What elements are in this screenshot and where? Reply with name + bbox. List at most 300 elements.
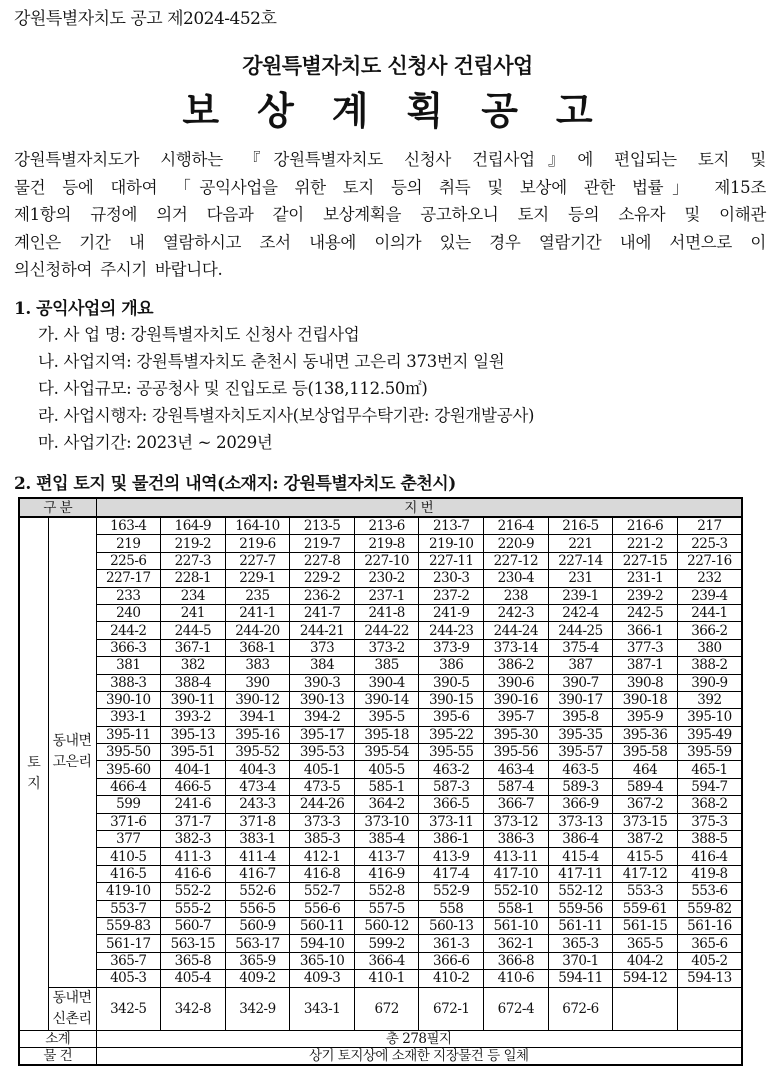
lot-number-cell: 366-7 bbox=[484, 796, 549, 813]
lot-number-cell: 553-3 bbox=[613, 883, 678, 900]
lot-number-cell: 242-4 bbox=[548, 604, 613, 621]
header-category: 구 분 bbox=[19, 498, 96, 517]
lot-number-cell: 342-5 bbox=[96, 987, 161, 1030]
project-overview-list bbox=[38, 321, 534, 456]
lot-number-cell: 411-4 bbox=[225, 848, 290, 865]
lot-number-cell: 238 bbox=[484, 587, 549, 604]
lot-number-cell: 390-16 bbox=[484, 691, 549, 708]
lot-number-cell: 237-1 bbox=[354, 587, 419, 604]
lot-number-cell: 375-4 bbox=[548, 639, 613, 656]
lot-number-cell: 463-2 bbox=[419, 761, 484, 778]
lot-number-cell: 395-59 bbox=[677, 744, 742, 761]
lot-number-cell: 395-51 bbox=[161, 744, 226, 761]
lot-number-cell: 395-57 bbox=[548, 744, 613, 761]
table-row bbox=[19, 674, 742, 691]
lot-number-cell: 377-3 bbox=[613, 639, 678, 656]
lot-number-cell: 390-3 bbox=[290, 674, 355, 691]
lot-number-cell: 385 bbox=[354, 657, 419, 674]
lot-number-cell: 386-2 bbox=[484, 657, 549, 674]
lot-number-cell: 371-8 bbox=[225, 813, 290, 830]
lot-number-cell: 390-8 bbox=[613, 674, 678, 691]
lot-number-cell: 417-11 bbox=[548, 865, 613, 882]
project-subtitle: 강원특별자치도 신청사 건립사업 bbox=[242, 54, 533, 78]
lot-number-cell: 239-1 bbox=[548, 587, 613, 604]
lot-number-cell: 560-11 bbox=[290, 917, 355, 934]
lot-number-cell: 373-15 bbox=[613, 813, 678, 830]
lot-number-cell: 365-5 bbox=[613, 935, 678, 952]
lot-number-cell: 395-60 bbox=[96, 761, 161, 778]
lot-number-cell: 241-1 bbox=[225, 604, 290, 621]
lot-number-cell: 235 bbox=[225, 587, 290, 604]
lot-number-cell: 227-3 bbox=[161, 552, 226, 569]
header-lot-number: 지 번 bbox=[96, 498, 742, 517]
lot-number-cell: 594-12 bbox=[613, 970, 678, 987]
table-row bbox=[19, 970, 742, 987]
lot-number-cell: 416-8 bbox=[290, 865, 355, 882]
lot-number-cell: 463-4 bbox=[484, 761, 549, 778]
table-row bbox=[19, 570, 742, 587]
lot-number-cell: 413-11 bbox=[484, 848, 549, 865]
lot-number-cell: 227-17 bbox=[96, 570, 161, 587]
table-row bbox=[19, 535, 742, 552]
lot-number-cell: 244-20 bbox=[225, 622, 290, 639]
lot-number-cell: 594-13 bbox=[677, 970, 742, 987]
table-row bbox=[19, 639, 742, 656]
intro-line: 제1항의 규정에 의거 다음과 같이 보상계획을 공고하오니 토지 등의 소유자 및 이해관 bbox=[14, 205, 766, 224]
lot-number-cell: 555-2 bbox=[161, 900, 226, 917]
lot-number-cell: 385-4 bbox=[354, 831, 419, 848]
lot-number-cell: 370-1 bbox=[548, 952, 613, 969]
table-row bbox=[19, 657, 742, 674]
lot-number-cell: 464 bbox=[613, 761, 678, 778]
lot-number-cell: 390-5 bbox=[419, 674, 484, 691]
lot-number-cell: 417-12 bbox=[613, 865, 678, 882]
lot-number-cell: 365-7 bbox=[96, 952, 161, 969]
lot-number-cell: 380 bbox=[677, 639, 742, 656]
lot-number-cell: 419-8 bbox=[677, 865, 742, 882]
overview-item-name: 가. 사 업 명: 강원특별자치도 신청사 건립사업 bbox=[38, 325, 360, 344]
lot-number-cell: 473-5 bbox=[290, 778, 355, 795]
lot-number-cell: 373-3 bbox=[290, 813, 355, 830]
lot-number-cell: 213-7 bbox=[419, 517, 484, 535]
lot-number-cell: 367-1 bbox=[161, 639, 226, 656]
lot-number-cell: 395-52 bbox=[225, 744, 290, 761]
lot-number-cell: 365-10 bbox=[290, 952, 355, 969]
land-lot-table bbox=[18, 497, 743, 1066]
lot-number-cell: 227-7 bbox=[225, 552, 290, 569]
lot-number-cell: 366-5 bbox=[419, 796, 484, 813]
overview-item-scale: 다. 사업규모: 공공청사 및 진입도로 등(138,112.50㎡) bbox=[38, 379, 428, 398]
village-label: 동내면 신촌리 bbox=[48, 987, 96, 1030]
lot-number-cell: 219-7 bbox=[290, 535, 355, 552]
lot-number-cell: 384 bbox=[290, 657, 355, 674]
lot-number-cell: 227-11 bbox=[419, 552, 484, 569]
lot-number-cell: 395-6 bbox=[419, 709, 484, 726]
lot-number-cell: 231 bbox=[548, 570, 613, 587]
lot-number-cell: 244-21 bbox=[290, 622, 355, 639]
lot-number-cell: 410-1 bbox=[354, 970, 419, 987]
lot-number-cell: 367-2 bbox=[613, 796, 678, 813]
lot-number-cell: 556-6 bbox=[290, 900, 355, 917]
lot-number-cell: 416-4 bbox=[677, 848, 742, 865]
lot-number-cell: 672-6 bbox=[548, 987, 613, 1030]
lot-number-cell: 219 bbox=[96, 535, 161, 552]
lot-number-cell: 410-5 bbox=[96, 848, 161, 865]
lot-number-cell: 415-5 bbox=[613, 848, 678, 865]
lot-number-cell: 589-4 bbox=[613, 778, 678, 795]
lot-number-cell: 386-4 bbox=[548, 831, 613, 848]
table-row bbox=[19, 517, 742, 535]
overview-item-operator: 라. 사업시행자: 강원특별자치도지사(보상업무수탁기관: 강원개발공사) bbox=[38, 406, 535, 425]
lot-number-cell: 342-9 bbox=[225, 987, 290, 1030]
lot-number-cell: 362-1 bbox=[484, 935, 549, 952]
lot-number-cell: 587-4 bbox=[484, 778, 549, 795]
goods-row bbox=[19, 1047, 742, 1065]
lot-number-cell: 233 bbox=[96, 587, 161, 604]
lot-number-cell: 552-6 bbox=[225, 883, 290, 900]
lot-number-cell: 556-5 bbox=[225, 900, 290, 917]
table-row bbox=[19, 552, 742, 569]
lot-number-cell: 672 bbox=[354, 987, 419, 1030]
lot-number-cell: 371-6 bbox=[96, 813, 161, 830]
lot-number-cell: 368-1 bbox=[225, 639, 290, 656]
lot-number-cell: 599 bbox=[96, 796, 161, 813]
table-row bbox=[19, 604, 742, 621]
lot-number-cell: 553-7 bbox=[96, 900, 161, 917]
lot-number-cell: 388-5 bbox=[677, 831, 742, 848]
lot-number-cell: 366-2 bbox=[677, 622, 742, 639]
lot-number-cell: 416-6 bbox=[161, 865, 226, 882]
lot-number-cell: 364-2 bbox=[354, 796, 419, 813]
subtotal-label: 소계 bbox=[19, 1030, 96, 1047]
lot-number-cell: 552-2 bbox=[161, 883, 226, 900]
lot-number-cell: 227-14 bbox=[548, 552, 613, 569]
section-1-heading: 1. 공익사업의 개요 bbox=[14, 299, 154, 319]
lot-number-cell: 594-10 bbox=[290, 935, 355, 952]
lot-number-cell: 373-14 bbox=[484, 639, 549, 656]
table-row bbox=[19, 935, 742, 952]
lot-number-cell: 365-3 bbox=[548, 935, 613, 952]
lot-number-cell: 244-24 bbox=[484, 622, 549, 639]
lot-number-cell: 365-9 bbox=[225, 952, 290, 969]
lot-number-cell: 405-1 bbox=[290, 761, 355, 778]
lot-number-cell: 395-7 bbox=[484, 709, 549, 726]
lot-number-cell: 589-3 bbox=[548, 778, 613, 795]
lot-number-cell: 244-26 bbox=[290, 796, 355, 813]
lot-number-cell: 404-1 bbox=[161, 761, 226, 778]
lot-number-cell: 417-4 bbox=[419, 865, 484, 882]
lot-number-cell: 229-1 bbox=[225, 570, 290, 587]
lot-number-cell: 229-2 bbox=[290, 570, 355, 587]
lot-number-cell: 419-10 bbox=[96, 883, 161, 900]
lot-number-cell: 394-1 bbox=[225, 709, 290, 726]
table-row bbox=[19, 726, 742, 743]
lot-number-cell: 225-3 bbox=[677, 535, 742, 552]
lot-number-cell: 216-5 bbox=[548, 517, 613, 535]
lot-number-cell: 213-6 bbox=[354, 517, 419, 535]
lot-number-cell: 560-7 bbox=[161, 917, 226, 934]
table-row bbox=[19, 848, 742, 865]
lot-number-cell: 394-2 bbox=[290, 709, 355, 726]
notice-number: 강원특별자치도 공고 제2024-452호 bbox=[14, 9, 277, 29]
lot-number-cell: 395-55 bbox=[419, 744, 484, 761]
lot-number-cell: 366-9 bbox=[548, 796, 613, 813]
lot-number-cell: 373 bbox=[290, 639, 355, 656]
lot-number-cell: 244-23 bbox=[419, 622, 484, 639]
lot-number-cell: 230-4 bbox=[484, 570, 549, 587]
lot-number-cell: 387-1 bbox=[613, 657, 678, 674]
lot-number-cell: 405-4 bbox=[161, 970, 226, 987]
lot-number-cell: 373-13 bbox=[548, 813, 613, 830]
lot-number-cell: 227-8 bbox=[290, 552, 355, 569]
table-row bbox=[19, 831, 742, 848]
lot-number-cell: 587-3 bbox=[419, 778, 484, 795]
lot-number-cell: 382 bbox=[161, 657, 226, 674]
table-row bbox=[19, 709, 742, 726]
table-row bbox=[19, 796, 742, 813]
lot-number-cell: 395-58 bbox=[613, 744, 678, 761]
lot-number-cell: 241-7 bbox=[290, 604, 355, 621]
intro-paragraph bbox=[14, 146, 766, 284]
lot-number-cell: 390-15 bbox=[419, 691, 484, 708]
lot-number-cell: 244-25 bbox=[548, 622, 613, 639]
lot-number-cell: 395-36 bbox=[613, 726, 678, 743]
lot-number-cell: 216-4 bbox=[484, 517, 549, 535]
lot-number-cell: 390-14 bbox=[354, 691, 419, 708]
lot-number-cell: 217 bbox=[677, 517, 742, 535]
lot-number-cell: 244-1 bbox=[677, 604, 742, 621]
lot-number-cell: 405-5 bbox=[354, 761, 419, 778]
lot-number-cell: 244-5 bbox=[161, 622, 226, 639]
lot-number-cell: 390-17 bbox=[548, 691, 613, 708]
lot-number-cell: 395-54 bbox=[354, 744, 419, 761]
table-row bbox=[19, 883, 742, 900]
lot-number-cell: 563-17 bbox=[225, 935, 290, 952]
lot-number-cell: 395-22 bbox=[419, 726, 484, 743]
lot-number-cell: 386-3 bbox=[484, 831, 549, 848]
lot-number-cell: 366-6 bbox=[419, 952, 484, 969]
lot-number-cell: 373-12 bbox=[484, 813, 549, 830]
lot-number-cell: 373-10 bbox=[354, 813, 419, 830]
lot-number-cell: 236-2 bbox=[290, 587, 355, 604]
lot-number-cell: 382-3 bbox=[161, 831, 226, 848]
lot-number-cell: 413-9 bbox=[419, 848, 484, 865]
lot-number-cell: 365-6 bbox=[677, 935, 742, 952]
lot-number-cell: 395-53 bbox=[290, 744, 355, 761]
lot-number-cell: 239-2 bbox=[613, 587, 678, 604]
lot-number-cell: 242-5 bbox=[613, 604, 678, 621]
overview-item-period: 마. 사업기간: 2023년 ~ 2029년 bbox=[38, 433, 273, 452]
lot-number-cell: 164-9 bbox=[161, 517, 226, 535]
lot-number-cell: 410-2 bbox=[419, 970, 484, 987]
lot-number-cell: 227-16 bbox=[677, 552, 742, 569]
lot-number-cell: 560-12 bbox=[354, 917, 419, 934]
lot-number-cell: 385-3 bbox=[290, 831, 355, 848]
lot-number-cell: 225-6 bbox=[96, 552, 161, 569]
lot-number-cell: 465-1 bbox=[677, 761, 742, 778]
lot-number-cell: 213-5 bbox=[290, 517, 355, 535]
lot-number-cell: 395-18 bbox=[354, 726, 419, 743]
lot-number-cell: 395-30 bbox=[484, 726, 549, 743]
lot-number-cell: 395-5 bbox=[354, 709, 419, 726]
lot-number-cell: 163-4 bbox=[96, 517, 161, 535]
intro-line: 계인은 기간 내 열람하시고 조서 내용에 이의가 있는 경우 열람기간 내에 서면으로 이 bbox=[14, 232, 766, 252]
lot-number-cell: 343-1 bbox=[290, 987, 355, 1030]
lot-number-cell: 561-17 bbox=[96, 935, 161, 952]
lot-number-cell: 561-16 bbox=[677, 917, 742, 934]
lot-number-cell: 405-3 bbox=[96, 970, 161, 987]
goods-value: 상기 토지상에 소재한 지장물건 등 일체 bbox=[96, 1047, 742, 1065]
lot-number-cell: 416-7 bbox=[225, 865, 290, 882]
lot-number-cell: 221 bbox=[548, 535, 613, 552]
table-row bbox=[19, 900, 742, 917]
lot-number-cell: 552-12 bbox=[548, 883, 613, 900]
table-row bbox=[19, 761, 742, 778]
page-title: 보상계획공고 bbox=[182, 89, 631, 133]
lot-number-cell: 473-4 bbox=[225, 778, 290, 795]
lot-number-cell: 377 bbox=[96, 831, 161, 848]
lot-number-cell: 241-9 bbox=[419, 604, 484, 621]
lot-number-cell: 220-9 bbox=[484, 535, 549, 552]
lot-number-cell: 239-4 bbox=[677, 587, 742, 604]
lot-number-cell: 552-10 bbox=[484, 883, 549, 900]
lot-number-cell: 415-4 bbox=[548, 848, 613, 865]
lot-number-cell: 409-2 bbox=[225, 970, 290, 987]
table-row bbox=[19, 587, 742, 604]
lot-number-cell: 383-1 bbox=[225, 831, 290, 848]
lot-number-cell: 219-8 bbox=[354, 535, 419, 552]
lot-number-cell: 558 bbox=[419, 900, 484, 917]
lot-number-cell: 388-4 bbox=[161, 674, 226, 691]
lot-number-cell: 561-15 bbox=[613, 917, 678, 934]
table-row bbox=[19, 865, 742, 882]
lot-number-cell: 227-15 bbox=[613, 552, 678, 569]
lot-number-cell: 395-13 bbox=[161, 726, 226, 743]
lot-number-cell: 227-10 bbox=[354, 552, 419, 569]
lot-number-cell: 383 bbox=[225, 657, 290, 674]
table-row bbox=[19, 917, 742, 934]
lot-number-cell: 409-3 bbox=[290, 970, 355, 987]
overview-item-area: 나. 사업지역: 강원특별자치도 춘천시 동내면 고은리 373번지 일원 bbox=[38, 352, 505, 371]
subtotal-value: 총 278필지 bbox=[96, 1030, 742, 1047]
lot-number-cell: 466-5 bbox=[161, 778, 226, 795]
lot-number-cell: 164-10 bbox=[225, 517, 290, 535]
lot-number-cell: 240 bbox=[96, 604, 161, 621]
lot-number-cell: 552-9 bbox=[419, 883, 484, 900]
lot-number-cell: 553-6 bbox=[677, 883, 742, 900]
lot-number-cell: 361-3 bbox=[419, 935, 484, 952]
lot-number-cell: 375-3 bbox=[677, 813, 742, 830]
lot-number-cell: 241-6 bbox=[161, 796, 226, 813]
lot-number-cell: 393-2 bbox=[161, 709, 226, 726]
table-row bbox=[19, 987, 742, 1030]
lot-number-cell: 390-4 bbox=[354, 674, 419, 691]
lot-number-cell: 410-6 bbox=[484, 970, 549, 987]
lot-number-cell: 231-1 bbox=[613, 570, 678, 587]
lot-number-cell bbox=[677, 987, 742, 1030]
lot-number-cell: 390-18 bbox=[613, 691, 678, 708]
land-label: 토 지 bbox=[19, 517, 48, 1030]
lot-number-cell: 390 bbox=[225, 674, 290, 691]
lot-number-cell: 244-2 bbox=[96, 622, 161, 639]
lot-number-cell: 395-56 bbox=[484, 744, 549, 761]
table-row bbox=[19, 778, 742, 795]
lot-number-cell: 227-12 bbox=[484, 552, 549, 569]
lot-number-cell: 234 bbox=[161, 587, 226, 604]
lot-number-cell bbox=[613, 987, 678, 1030]
lot-number-cell: 416-9 bbox=[354, 865, 419, 882]
lot-number-cell: 228-1 bbox=[161, 570, 226, 587]
table-body bbox=[19, 517, 742, 1065]
lot-number-cell: 559-82 bbox=[677, 900, 742, 917]
lot-number-cell: 388-3 bbox=[96, 674, 161, 691]
lot-number-cell: 373-2 bbox=[354, 639, 419, 656]
intro-line: 물건 등에 대하여 「공익사업을 위한 토지 등의 취득 및 보상에 관한 법률」 제15조 bbox=[14, 177, 766, 197]
lot-number-cell: 395-11 bbox=[96, 726, 161, 743]
village-label: 동내면 고은리 bbox=[48, 517, 96, 987]
lot-number-cell: 395-35 bbox=[548, 726, 613, 743]
lot-number-cell: 368-2 bbox=[677, 796, 742, 813]
lot-number-cell: 219-6 bbox=[225, 535, 290, 552]
lot-number-cell: 559-61 bbox=[613, 900, 678, 917]
lot-number-cell: 219-2 bbox=[161, 535, 226, 552]
lot-number-cell: 466-4 bbox=[96, 778, 161, 795]
lot-number-cell: 390-10 bbox=[96, 691, 161, 708]
lot-number-cell: 395-8 bbox=[548, 709, 613, 726]
lot-number-cell: 594-7 bbox=[677, 778, 742, 795]
intro-line: 강원특별자치도가 시행하는 『강원특별자치도 신청사 건립사업』에 편입되는 토지 및 bbox=[14, 150, 766, 169]
lot-number-cell: 558-1 bbox=[484, 900, 549, 917]
table-row bbox=[19, 691, 742, 708]
lot-number-cell: 390-7 bbox=[548, 674, 613, 691]
lot-number-cell: 230-3 bbox=[419, 570, 484, 587]
lot-number-cell: 395-9 bbox=[613, 709, 678, 726]
lot-number-cell: 395-50 bbox=[96, 744, 161, 761]
goods-label: 물 건 bbox=[19, 1047, 96, 1065]
lot-number-cell: 381 bbox=[96, 657, 161, 674]
lot-number-cell: 585-1 bbox=[354, 778, 419, 795]
lot-number-cell: 216-6 bbox=[613, 517, 678, 535]
lot-number-cell: 387-2 bbox=[613, 831, 678, 848]
lot-number-cell: 405-2 bbox=[677, 952, 742, 969]
lot-number-cell: 366-4 bbox=[354, 952, 419, 969]
lot-number-cell: 392 bbox=[677, 691, 742, 708]
lot-number-cell: 416-5 bbox=[96, 865, 161, 882]
lot-number-cell: 373-9 bbox=[419, 639, 484, 656]
lot-number-cell: 395-49 bbox=[677, 726, 742, 743]
lot-number-cell: 413-7 bbox=[354, 848, 419, 865]
lot-number-cell: 594-11 bbox=[548, 970, 613, 987]
lot-number-cell: 561-10 bbox=[484, 917, 549, 934]
lot-number-cell: 342-8 bbox=[161, 987, 226, 1030]
lot-number-cell: 232 bbox=[677, 570, 742, 587]
lot-number-cell: 412-1 bbox=[290, 848, 355, 865]
lot-number-cell: 672-4 bbox=[484, 987, 549, 1030]
lot-number-cell: 237-2 bbox=[419, 587, 484, 604]
lot-number-cell: 390-11 bbox=[161, 691, 226, 708]
lot-number-cell: 463-5 bbox=[548, 761, 613, 778]
lot-number-cell: 390-13 bbox=[290, 691, 355, 708]
lot-number-cell: 386-1 bbox=[419, 831, 484, 848]
section-2-heading: 2. 편입 토지 및 물건의 내역(소재지: 강원특별자치도 춘천시) bbox=[14, 474, 456, 494]
lot-number-cell: 371-7 bbox=[161, 813, 226, 830]
lot-number-cell: 672-1 bbox=[419, 987, 484, 1030]
lot-number-cell: 552-7 bbox=[290, 883, 355, 900]
lot-number-cell: 557-5 bbox=[354, 900, 419, 917]
intro-line: 의신청하여 주시기 바랍니다. bbox=[14, 260, 223, 279]
lot-number-cell: 395-16 bbox=[225, 726, 290, 743]
lot-number-cell: 599-2 bbox=[354, 935, 419, 952]
